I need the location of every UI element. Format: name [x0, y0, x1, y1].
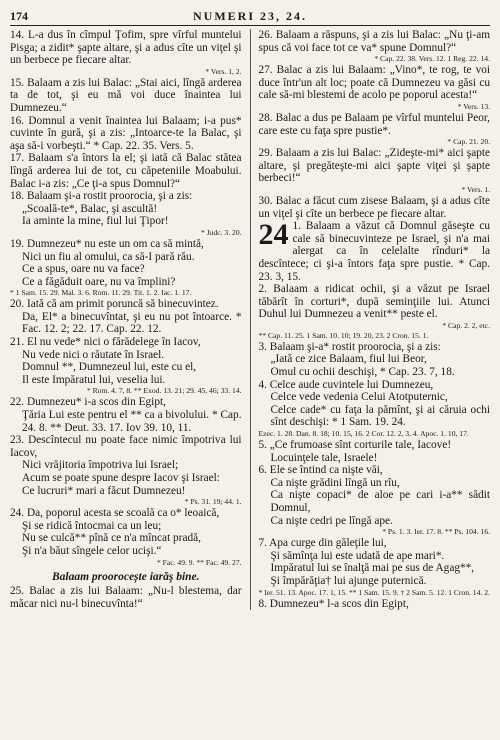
poetry-line: Omul cu ochii deschişi, * Cap. 23. 7, 18. [270, 366, 455, 379]
poetry-line: Nu se culcă** pînă ce n'a mîncat pradă, [22, 532, 201, 545]
verse-text: 2. Balaam a ridicat ochii, şi a văzut pe Israel tăbărît în corturi*, după seminţiile lui. Atunci Duhul lui Dumnezeu a venit** peste el. [258, 283, 491, 321]
chapter-number: 24 [258, 220, 289, 252]
cross-reference: * Fac. 49. 9. ** Fac. 49. 27. [156, 557, 242, 567]
poetry-line: „Scoală-te*, Balac, şi ascultă! [22, 202, 158, 215]
poetry-line: Il este Impăratul lui, veselia lui. [22, 373, 166, 386]
poetry-line: Celce cade* cu faţa la pămînt, şi ai căruia ochi sînt deschişi: * 1 Sam. 19. 24. [270, 403, 491, 429]
cross-reference: * Vers. 1. [461, 184, 491, 194]
verse-text: 1. Balaam a văzut că Domnul găseşte cu cale să binecuvinteze pe Israel, şi n'a mai alergat ca în celelalte rînduri* la descîntece; ci şi-a întors faţa spre pustie. * Cap. 23. 3, 15. [258, 220, 491, 283]
verse-text: 21. El nu vede* nici o fărădelege în Iacov, [10, 336, 201, 349]
verse-text: 14. L-a dus în cîmpul Ţofim, spre vîrful muntelui Pisga; a zidit* şapte altare, şi a adus cîte un viţel şi un berbece pe fiecare altar. [10, 29, 242, 67]
chapter-start [259, 220, 491, 283]
poetry-line: Celce vede vedenia Celui Atotputernic, [270, 391, 448, 404]
poetry-line: Domnul **, Dumnezeul lui, este cu el, [22, 361, 197, 374]
verse-text: 27. Balac a zis lui Balaam: „Vino*, te rog, te voi duce într'un alt loc; poate că Dumnezeu va găsi cu cale să-mi blestemi de acolo pe poporul acesta!“ [258, 64, 491, 102]
poetry-line: Şi se ridică întocmai ca un leu; [22, 519, 162, 532]
poetry-line: Ce lucruri* mari a făcut Dumnezeu! [22, 484, 186, 497]
cross-reference: * Cap. 22. 38. Vers. 12. 1 Reg. 22. 14. [374, 54, 491, 64]
cross-reference: ** Cap. 11. 25. 1 Sam. 10. 10; 19. 20, 23. 2 Cron. 15. 1. [258, 330, 429, 340]
verse-text: 29. Balaam a zis lui Balac: „Zideşte-mi* aici şapte altare, şi pregăteşte-mi aici şapte viţei şi şapte berbeci!“ [258, 147, 491, 185]
verse-text: 6. Ele se întind ca nişte văi, [258, 464, 383, 477]
poetry-line: Da, El* a binecuvîntat, şi eu nu pot întoarce. * Fac. 12. 2; 22. 17. Cap. 22. 12. [22, 310, 242, 336]
cross-reference: * Ps. 1. 3. Ier. 17. 8. ** Ps. 104. 16. [382, 527, 491, 537]
poetry-line: Locuinţele tale, Israele! [270, 451, 378, 464]
verse-text: 3. Balaam şi-a* rostit proorocia, şi a zis: [258, 340, 441, 353]
verse-text: 20. Iată că am primit poruncă să binecuvintez. [10, 298, 219, 311]
poetry-line: Ca nişte cedri pe lîngă ape. [270, 514, 393, 527]
verse-text: 30. Balac a făcut cum zisese Balaam, şi a adus cîte un viţel şi cîte un berbece pe fiecare altar. [258, 194, 491, 220]
poetry-line: Nici un fiu al omului, ca să-I pară rău. [22, 250, 195, 263]
cross-reference: * Vers. 13. [457, 101, 491, 111]
verse-text: 23. Descîntecul nu poate face nimic împotriva lui Iacov, [10, 434, 242, 459]
poetry-line: „Iată ce zice Balaam, fiul lui Beor, [270, 353, 427, 366]
text-columns [10, 29, 490, 610]
verse-text: 15. Balaam a zis lui Balac: „Stai aici, lîngă arderea ta de tot, şi eu mă voi duce înaintea lui Dumnezeu.“ [10, 76, 242, 114]
cross-reference: * Ier. 51. 13. Apoc. 17. 1, 15. ** 1 Sam. 15. 9. † 2 Sam. 5. 12. 1 Cron. 14. 2. [258, 587, 490, 597]
poetry-line: Şi împărăţia† lui ajunge puternică. [270, 574, 427, 587]
verse-text: 28. Balac a dus pe Balaam pe vîrful muntelui Peor, care este cu faţa spre pustie*. [258, 111, 491, 137]
verse-text: 7. Apa curge din găleţile lui, [258, 537, 387, 550]
verse-text: 18. Balaam şi-a rostit proorocia, şi a zis: [10, 190, 193, 203]
poetry-line: Şi sămînţa lui este udată de ape mari*. [270, 549, 445, 562]
poetry-line: Acum se poate spune despre Iacov şi Israel: [22, 472, 220, 484]
cross-reference: * Vers. 1, 2. [205, 66, 242, 76]
cross-reference: * Ps. 31. 19; 44. 1. [184, 497, 242, 507]
section-heading: Balaam proorocește iarăş bine. [51, 570, 200, 583]
header-rule [10, 25, 490, 26]
verse-text: 4. Celce aude cuvintele lui Dumnezeu, [258, 378, 434, 391]
poetry-line: Nu vede nici o răutate în Israel. [22, 348, 165, 361]
verse-text: 25. Balac a zis lui Balaam: „Nu-l blestema, dar măcar nici nu-l binecuvînta!“ [10, 585, 242, 610]
cross-reference: * Rom. 4. 7, 8. ** Exod. 13. 21; 29. 45, 46; 33. 14. [86, 386, 242, 396]
running-title: NUMERI 23, 24. [193, 9, 307, 23]
verse-text: 26. Balaam a răspuns, şi a zis lui Balac: „Nu ţi-am spus că voi face tot ce va* spune Domnul?“ [258, 29, 491, 54]
page-header [10, 8, 490, 24]
cross-reference: * Cap. 21. 20. [447, 137, 491, 147]
poetry-line: Ca nişte grădini lîngă un rîu, [270, 476, 400, 489]
cross-reference: * Cap. 2. 2, etc. [442, 320, 491, 330]
cross-reference: Ezec. 1. 28. Dan. 8. 18; 10. 15, 16. 2 Cor. 12. 2, 3, 4. Apoc. 1. 10, 17. [258, 429, 469, 439]
verse-text: 5. „Ce frumoase sînt corturile tale, Iacove! [258, 439, 452, 452]
poetry-line: Impăratul lui se înalţă mai pe sus de Agag**, [270, 562, 475, 575]
verse-text: 19. Dumnezeu* nu este un om ca să mintă, [10, 237, 204, 250]
left-column [10, 29, 242, 610]
cross-reference: * Judc. 3. 20. [201, 227, 242, 237]
column-divider [250, 29, 251, 610]
verse-text: 8. Dumnezeu* l-a scos din Egipt, [258, 597, 409, 610]
verse-text: 16. Domnul a venit înaintea lui Balaam; i-a pus* cuvinte în gură, şi a zis: „Intoarce-te la Balac, şi aşa să-i vorbeşti.“ * Cap. 22. 35. Vers. 5. [10, 114, 242, 152]
poetry-line: Ce a spus, oare nu va face? [22, 263, 145, 276]
page-number: 174 [10, 9, 28, 23]
verse-text: 24. Da, poporul acesta se scoală ca o* leoaică, [10, 507, 220, 520]
poetry-line: Ia aminte la mine, fiul lui Ţipor! [22, 215, 169, 228]
cross-reference: * 1 Sam. 15. 29. Mal. 3. 6. Rom. 11. 29. Tit. 1. 2. Iac. 1. 17. [10, 288, 192, 298]
right-column [259, 29, 491, 610]
poetry-line: Ca nişte copaci* de aloe pe cari i-a** sădit Domnul, [270, 489, 491, 514]
poetry-line: Ce a făgăduit oare, nu va împlini? [22, 275, 176, 288]
verse-text: 22. Dumnezeu* i-a scos din Egipt, [10, 396, 166, 409]
poetry-line: Ţăria Lui este pentru el ** ca a bivolului. * Cap. 24. 8. ** Deut. 33. 17. Iov 39. 10, 11. [22, 409, 242, 434]
poetry-line: Şi n'a băut sîngele celor ucişi.“ [22, 544, 162, 557]
poetry-line: Nici vrăjitoria împotriva lui Israel; [22, 459, 179, 472]
verse-text: 17. Balaam s'a întors la el; şi iată că Balac stătea lîngă arderea lui de tot, cu căpeteniile Moabului. Balac i-a zis: „Ce ţi-a spus Domnul?“ [10, 152, 242, 190]
